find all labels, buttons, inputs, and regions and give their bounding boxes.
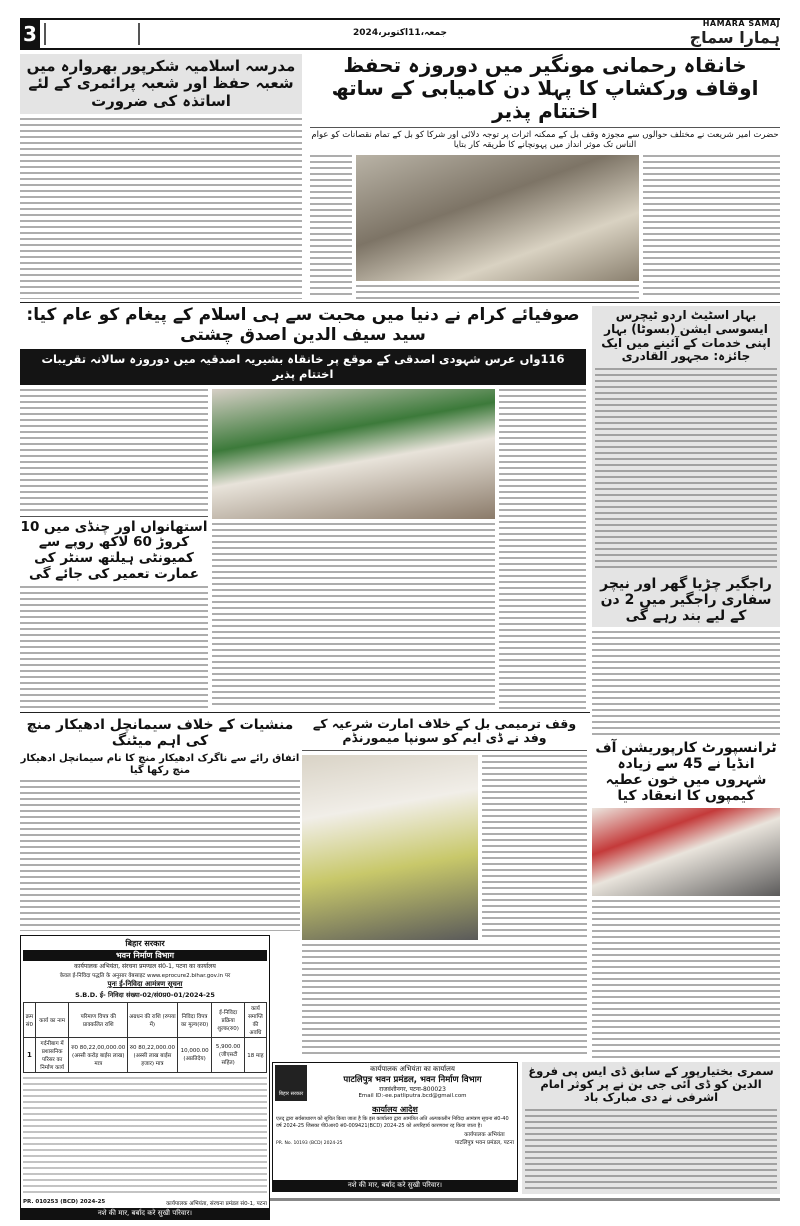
memorandum-photo (302, 755, 478, 940)
busta-headline: بہار اسٹیٹ اردو ٹیچرس ایسوسی ایشن (بسوٹا) بہار اپنی خدمات کے آئینے میں ایک جائزہ: مجہور القادری (601, 308, 771, 364)
article-body-text (499, 389, 586, 709)
website-line: केवल ई-निविदा पद्धति के अनुसार वेबसाइट www.eprocure2.bihar.gov.in पर (59, 973, 231, 979)
logo-english: HAMARA SAMAJ (702, 19, 780, 28)
madrasa-notice (20, 54, 302, 114)
masthead (20, 18, 780, 50)
column-header: अग्रधन की राशि (रुपया में) (127, 1003, 177, 1038)
table-cell: 10,000.00 (अप्रतिदेय) (177, 1038, 212, 1073)
article-body-text (595, 368, 777, 572)
table-cell: रु0 80,22,00,000.00 (अस्सी करोड़ बाईस लाख) मात्र (69, 1038, 128, 1073)
office-label: कार्यपालक अभियंता, संरचना प्रमण्डल सं0-1, पटना का कार्यालय (74, 963, 216, 970)
health-centre-headline: استھانواں اور چنڈی میں 10 کروڑ 60 لاکھ روپے سے کمیونٹی ہیلتھ سنٹر کی عمارت تعمیر کی جائے گی (20, 516, 208, 582)
table-cell: रु0 80,22,000.00 (अस्सी लाख बाईस हजार) मात्र (127, 1038, 177, 1073)
signatory-office: पाटलिपुत्र भवन प्रमंडल, पटना (454, 1140, 514, 1146)
column-header: ई-निविदा प्रक्रिया शुल्क(रु0) (212, 1003, 244, 1038)
division-label: पाटलिपुत्र भवन प्रमंडल, भवन निर्माण विभाग (343, 1075, 482, 1085)
busta-column (592, 306, 780, 627)
article-body-text (482, 755, 587, 940)
office-label: कार्यपालक अभियंता का कार्यालय (370, 1065, 455, 1073)
drugs-subhead: اتفاق رائے سے ناگرک ادھیکار منچ کا نام سیمانچل ادھیکار منچ رکھا گیا (20, 753, 300, 776)
headline: مدرسہ اسلامیہ شکرپور بھروارہ میں شعبہ حفظ اور شعبہ پرائمری کے لئے اساتذہ کی ضرورت (26, 57, 296, 110)
article-body-text (20, 389, 208, 512)
tci-headline: ٹرانسپورٹ کارپوریشن آف انڈیا نے 45 سے زیادہ شہروں میں خون عطیہ کیمپوں کا انعقاد کیا (595, 740, 777, 805)
article-body-text (356, 285, 639, 299)
divider (20, 712, 590, 713)
table-cell: 5,900.00 (जीएसटी सहित) (212, 1038, 244, 1073)
article-body-text (20, 118, 302, 299)
slogan-bar: नशे की मार, बर्बाद करे सुखी परिवार। (273, 1180, 517, 1191)
dsp-headline: سمری بختیارپور کے سابق ڈی ایس پی فروغ الدین کو ڈی آئی جی بن نے پر کوثر امام اشرفی نے دی مبارک باد (528, 1064, 774, 1105)
tender-title: पुनः ई-निविदा आमंत्रण सूचना (107, 980, 183, 988)
top-story (310, 54, 780, 299)
article-body-text (20, 780, 300, 931)
table-cell: 1 (24, 1038, 36, 1073)
order-body: एतद् द्वारा सर्वसाधारण को सूचित किया जाता है कि इस कार्यालय द्वारा आमंत्रित अति अल्पकालीन निविदा आमंत्रण सूचना सं0-40 वर्ष 2024-25 जिसका पी0आर0 सं0-009421(BCD) 2024-25 को अपरिहार्य कारणवश रद्द किया जाता है। (276, 1116, 509, 1129)
sufi-bar-headline: 116واں عرس شہودی اصدقی کے موقع پر خانقاہ بشیریہ اصدقیہ میں دوروزہ سالانہ تقریبات اختتام پذیر (20, 349, 586, 385)
table-cell: 18 माह (244, 1038, 266, 1073)
urs-photo (212, 389, 495, 519)
emblem-label: बिहार सरकार (278, 1091, 304, 1097)
rajgir-headline: راجگیر چڑیا گھر اور نیچر سفاری راجگیر میں 2 دن کے لیے بند رہے گی (600, 575, 772, 624)
divider (20, 302, 780, 303)
article-body-text (310, 155, 352, 299)
office-order-advertisement (272, 1062, 518, 1192)
workshop-photo (356, 155, 639, 281)
table-cell: गर्दनीबाग में प्रशासनिक परिसर का निर्माण कार्य (35, 1038, 69, 1073)
divider (44, 23, 46, 45)
govt-label: बिहार सरकार (125, 939, 165, 948)
page-footer-rule (270, 1198, 780, 1201)
address: राजवंशीनगर, पटना-800023 (379, 1086, 446, 1093)
tender-schedule-text (23, 1077, 267, 1195)
tender-advertisement (20, 935, 270, 1220)
waqf-headline: وقف ترمیمی بل کے خلاف امارت شرعیہ کے وفد نے ڈی ایم کو سونپا میمورنڈم (302, 717, 587, 751)
article-body-text (20, 586, 208, 709)
signatory: कार्यपालक अभियंता, संरचना प्रमंडल सं0-1, पटना (166, 1201, 267, 1207)
sufi-story (20, 306, 586, 709)
article-body-text (302, 944, 587, 1058)
article-body-text (212, 523, 495, 709)
article-body-text (643, 155, 780, 299)
table-row (24, 1038, 267, 1073)
issue-date: جمعہ،11اکتوبر،2024 (353, 28, 447, 38)
article-body-text (525, 1109, 777, 1191)
email: Email ID:-ee.patliputra.bcd@gmail.com (358, 1093, 467, 1099)
pr-number: PR. No. 10193 (BCD) 2024-25 (276, 1141, 343, 1146)
right-column (592, 306, 780, 1058)
slogan-bar: नशे की मार, बर्बाद करे सुखी परिवार। (21, 1208, 269, 1219)
article-body-text (592, 631, 780, 736)
column-header: कार्य का नाम (35, 1003, 69, 1038)
tender-table (23, 1002, 267, 1073)
page-number: 3 (20, 20, 40, 48)
bihar-emblem-icon (275, 1065, 307, 1101)
signatory: कार्यपालक अभियंता (464, 1132, 505, 1138)
order-title: कार्यालय आदेश (372, 1105, 418, 1114)
article-body-text (592, 900, 780, 1058)
dsp-story (522, 1062, 780, 1194)
sbd-number: S.B.D. ई- निविदा संख्या-02/सं0प्र0-01/2024-25 (75, 991, 215, 999)
logo (650, 20, 780, 47)
drugs-headline: منشیات کے خلاف سیمانچل ادھیکار منچ کی اہم میٹنگ (26, 717, 294, 750)
waqf-story (302, 717, 587, 1058)
divider (138, 23, 140, 45)
sufi-headline: صوفیائے کرام نے دنیا میں محبت سے ہی اسلام کے پیغام کو عام کیا: سید سیف الدین اصدق چشتی (26, 305, 580, 345)
column-header: कार्य समाप्ति की अवधि (244, 1003, 266, 1038)
dept-label: भवन निर्माण विभाग (23, 950, 267, 961)
column-header: परिमाण विपत्र की प्राक्कलित राशि (69, 1003, 128, 1038)
top-story-subhead: حضرت امیر شریعت نے مختلف حوالوں سے مجوزہ وقف بل کے ممکنہ اثرات پر توجہ دلائی اور شرکا کو بل کے تمام نقصانات کو عوام الناس تک موثر انداز میں پہونچانے کا طریقہ کار بتایا (310, 127, 780, 151)
logo-urdu: ہمارا سماج (689, 28, 780, 47)
madrasa-column (20, 54, 302, 299)
pr-number: PR. 010253 (BCD) 2024-25 (23, 1199, 106, 1205)
drugs-story (20, 717, 300, 931)
column-header: निविदा विपत्र का मूल्य(रु0) (177, 1003, 212, 1038)
column-header: क्रम सं0 (24, 1003, 36, 1038)
top-story-headline: خانقاہ رحمانی مونگیر میں دوروزہ تحفظ اوقاف ورکشاپ کا پہلا دن کامیابی کے ساتھ اختتام پذیر (331, 53, 759, 123)
blood-camp-photo (592, 808, 780, 896)
